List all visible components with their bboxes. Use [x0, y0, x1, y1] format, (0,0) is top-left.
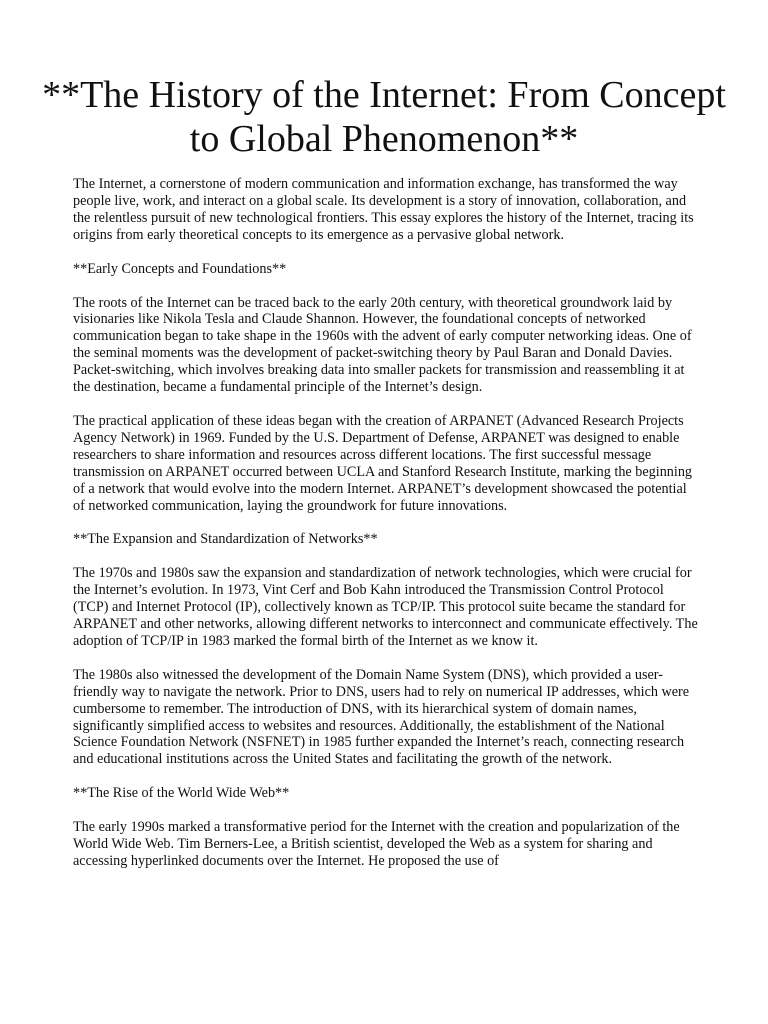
intro-paragraph: The Internet, a cornerstone of modern communication and information exchange, has transformed the way people live, work, and interact on a global scale. Its development is a story of innovation, collaboration, and the relentless pursuit of new technological frontiers. This essay explores the history of the Internet, tracing its origins from early theoretical concepts to its emergence as a pervasive global network. [73, 176, 694, 243]
paragraph-web: The early 1990s marked a transformative period for the Internet with the creation and popularization of the World Wide Web. Tim Berners-Lee, a British scientist, developed the Web as a system for sharing and accessing hyperlinked documents over the Internet. He proposed the use of [73, 819, 680, 869]
paragraph-dns: The 1980s also witnessed the development of the Domain Name System (DNS), which provided a user-friendly way to navigate the network. Prior to DNS, users had to rely on numerical IP addresses, which were cumbersome to remember. The introduction of DNS, with its hierarchical system of domain names, significantly simplified access to websites and resources. Additionally, the establishment of the National Science Foundation Network (NSFNET) in 1985 further expanded the Internet’s reach, connecting research and educational institutions across the United States and facilitating the growth of the network. [73, 666, 690, 768]
document-body [73, 176, 699, 887]
section-heading-early-concepts: **Early Concepts and Foundations** [73, 260, 287, 277]
section-heading-expansion: **The Expansion and Standardization of Networks** [73, 531, 378, 548]
paragraph-roots: The roots of the Internet can be traced back to the early 20th century, with theoretical groundwork laid by visionaries like Nikola Tesla and Claude Shannon. However, the foundational concepts of networked communication began to take shape in the 1960s with the advent of early computer networking ideas. One of the seminal moments was the development of packet-switching theory by Paul Baran and Donald Davies. Packet-switching, which involves breaking data into smaller packets for transmission and reassembling it at the destination, became a fundamental principle of the Internet’s design. [73, 294, 692, 396]
document-title: **The History of the Internet: From Concept to Global Phenomenon** [42, 74, 726, 160]
paragraph-arpanet: The practical application of these ideas began with the creation of ARPANET (Advanced Research Projects Agency Network) in 1969. Funded by the U.S. Department of Defense, ARPANET was designed to enable researchers to share information and resources across different locations. The first successful message transmission on ARPANET occurred between UCLA and Stanford Research Institute, marking the beginning of a network that would evolve into the modern Internet. ARPANET’s development showcased the potential of networked communication, laying the groundwork for future innovations. [73, 412, 693, 514]
paragraph-tcp-ip: The 1970s and 1980s saw the expansion and standardization of network technologies, which were crucial for the Internet’s evolution. In 1973, Vint Cerf and Bob Kahn introduced the Transmission Control Protocol (TCP) and Internet Protocol (IP), collectively known as TCP/IP. This protocol suite became the standard for ARPANET and other networks, allowing different networks to interconnect and communicate effectively. The adoption of TCP/IP in 1983 marked the formal birth of the Internet as we know it. [73, 565, 698, 649]
section-heading-web: **The Rise of the World Wide Web** [73, 785, 290, 802]
